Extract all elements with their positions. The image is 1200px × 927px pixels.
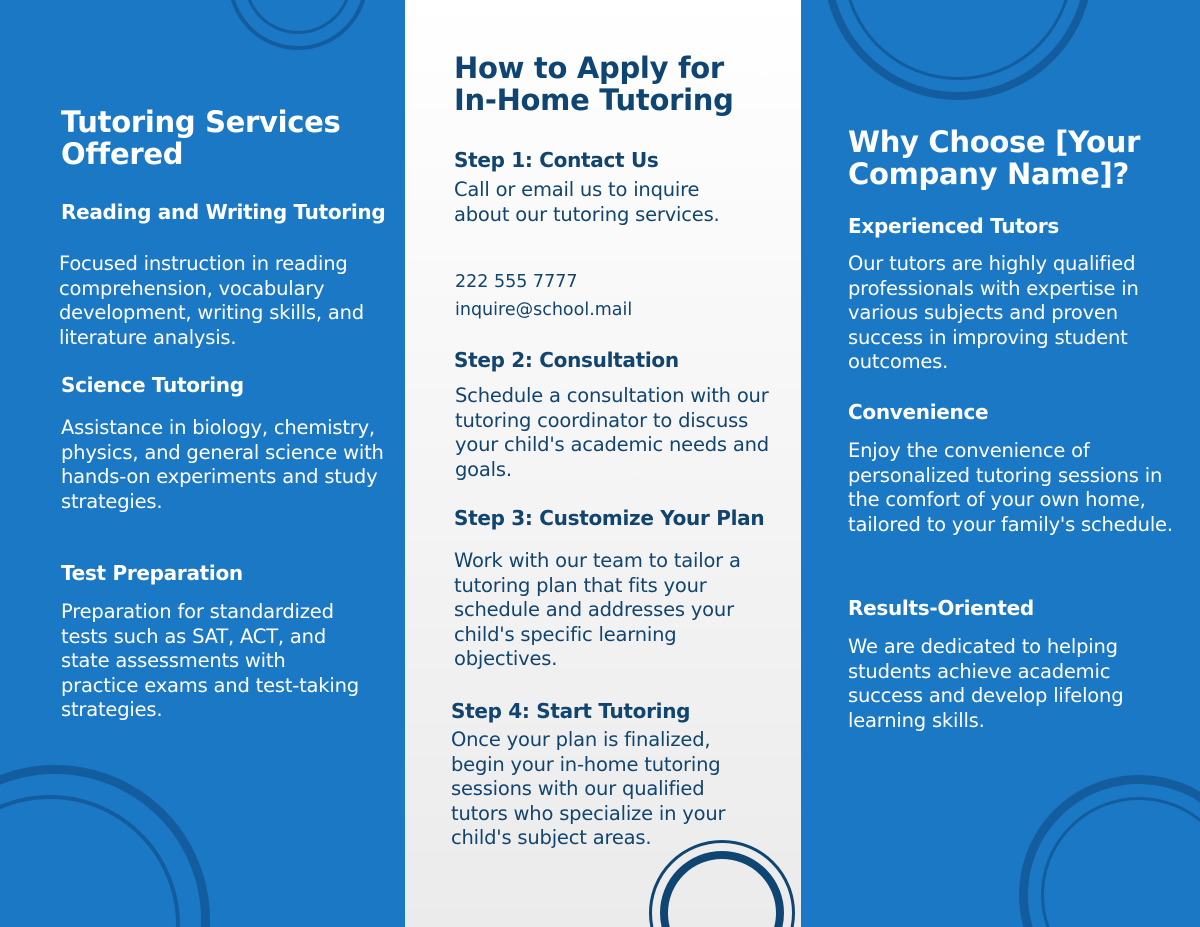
reason-text-experienced: Our tutors are highly qualified professionals with expertise in various subjects and proven success in improving student outcomes. — [848, 252, 1139, 373]
step-1-heading: Step 1: Contact Us — [454, 148, 659, 172]
step-2-heading: Step 2: Consultation — [454, 348, 679, 372]
services-title: Tutoring Services Offered — [61, 105, 341, 171]
reason-heading-results: Results-Oriented — [848, 596, 1034, 620]
reason-heading-experienced: Experienced Tutors — [848, 214, 1060, 238]
service-heading-science: Science Tutoring — [61, 373, 244, 397]
why-choose-panel — [801, 0, 1200, 927]
reason-text-results: We are dedicated to helping students achieve academic success and develop lifelong learning skills. — [848, 635, 1124, 732]
step-4-text: Once your plan is finalized, begin your in-home tutoring sessions with our qualified tutors who specialize in your child's subject areas. — [451, 728, 726, 849]
step-1-text: Call or email us to inquire about our tutoring services. — [454, 178, 720, 226]
apply-panel — [405, 0, 801, 927]
apply-title: How to Apply for In-Home Tutoring — [454, 51, 734, 117]
step-3-heading: Step 3: Customize Your Plan — [454, 506, 765, 530]
step-4-heading: Step 4: Start Tutoring — [451, 699, 691, 723]
service-heading-test-prep: Test Preparation — [61, 561, 243, 585]
contact-phone[interactable]: 222 555 7777 — [455, 272, 578, 292]
service-heading-reading: Reading and Writing Tutoring — [61, 200, 386, 224]
contact-email[interactable]: inquire@school.mail — [455, 300, 633, 320]
step-3-text: Work with our team to tailor a tutoring plan that fits your schedule and addresses your child's specific learning objectives. — [454, 549, 741, 670]
service-text-reading: Focused instruction in reading comprehension, vocabulary development, writing skills, and literature analysis. — [59, 252, 364, 349]
step-2-text: Schedule a consultation with our tutoring coordinator to discuss your child's academic needs and goals. — [455, 384, 769, 481]
service-text-science: Assistance in biology, chemistry, physics, and general science with hands-on experiments and study strategies. — [61, 416, 384, 513]
reason-text-convenience: Enjoy the convenience of personalized tutoring sessions in the comfort of your own home, tailored to your family's schedule. — [848, 439, 1173, 536]
services-panel — [0, 0, 405, 927]
service-text-test-prep: Preparation for standardized tests such as SAT, ACT, and state assessments with practice exams and test-taking strategies. — [61, 600, 359, 721]
why-choose-title: Why Choose [Your Company Name]? — [848, 125, 1141, 191]
reason-heading-convenience: Convenience — [848, 400, 989, 424]
